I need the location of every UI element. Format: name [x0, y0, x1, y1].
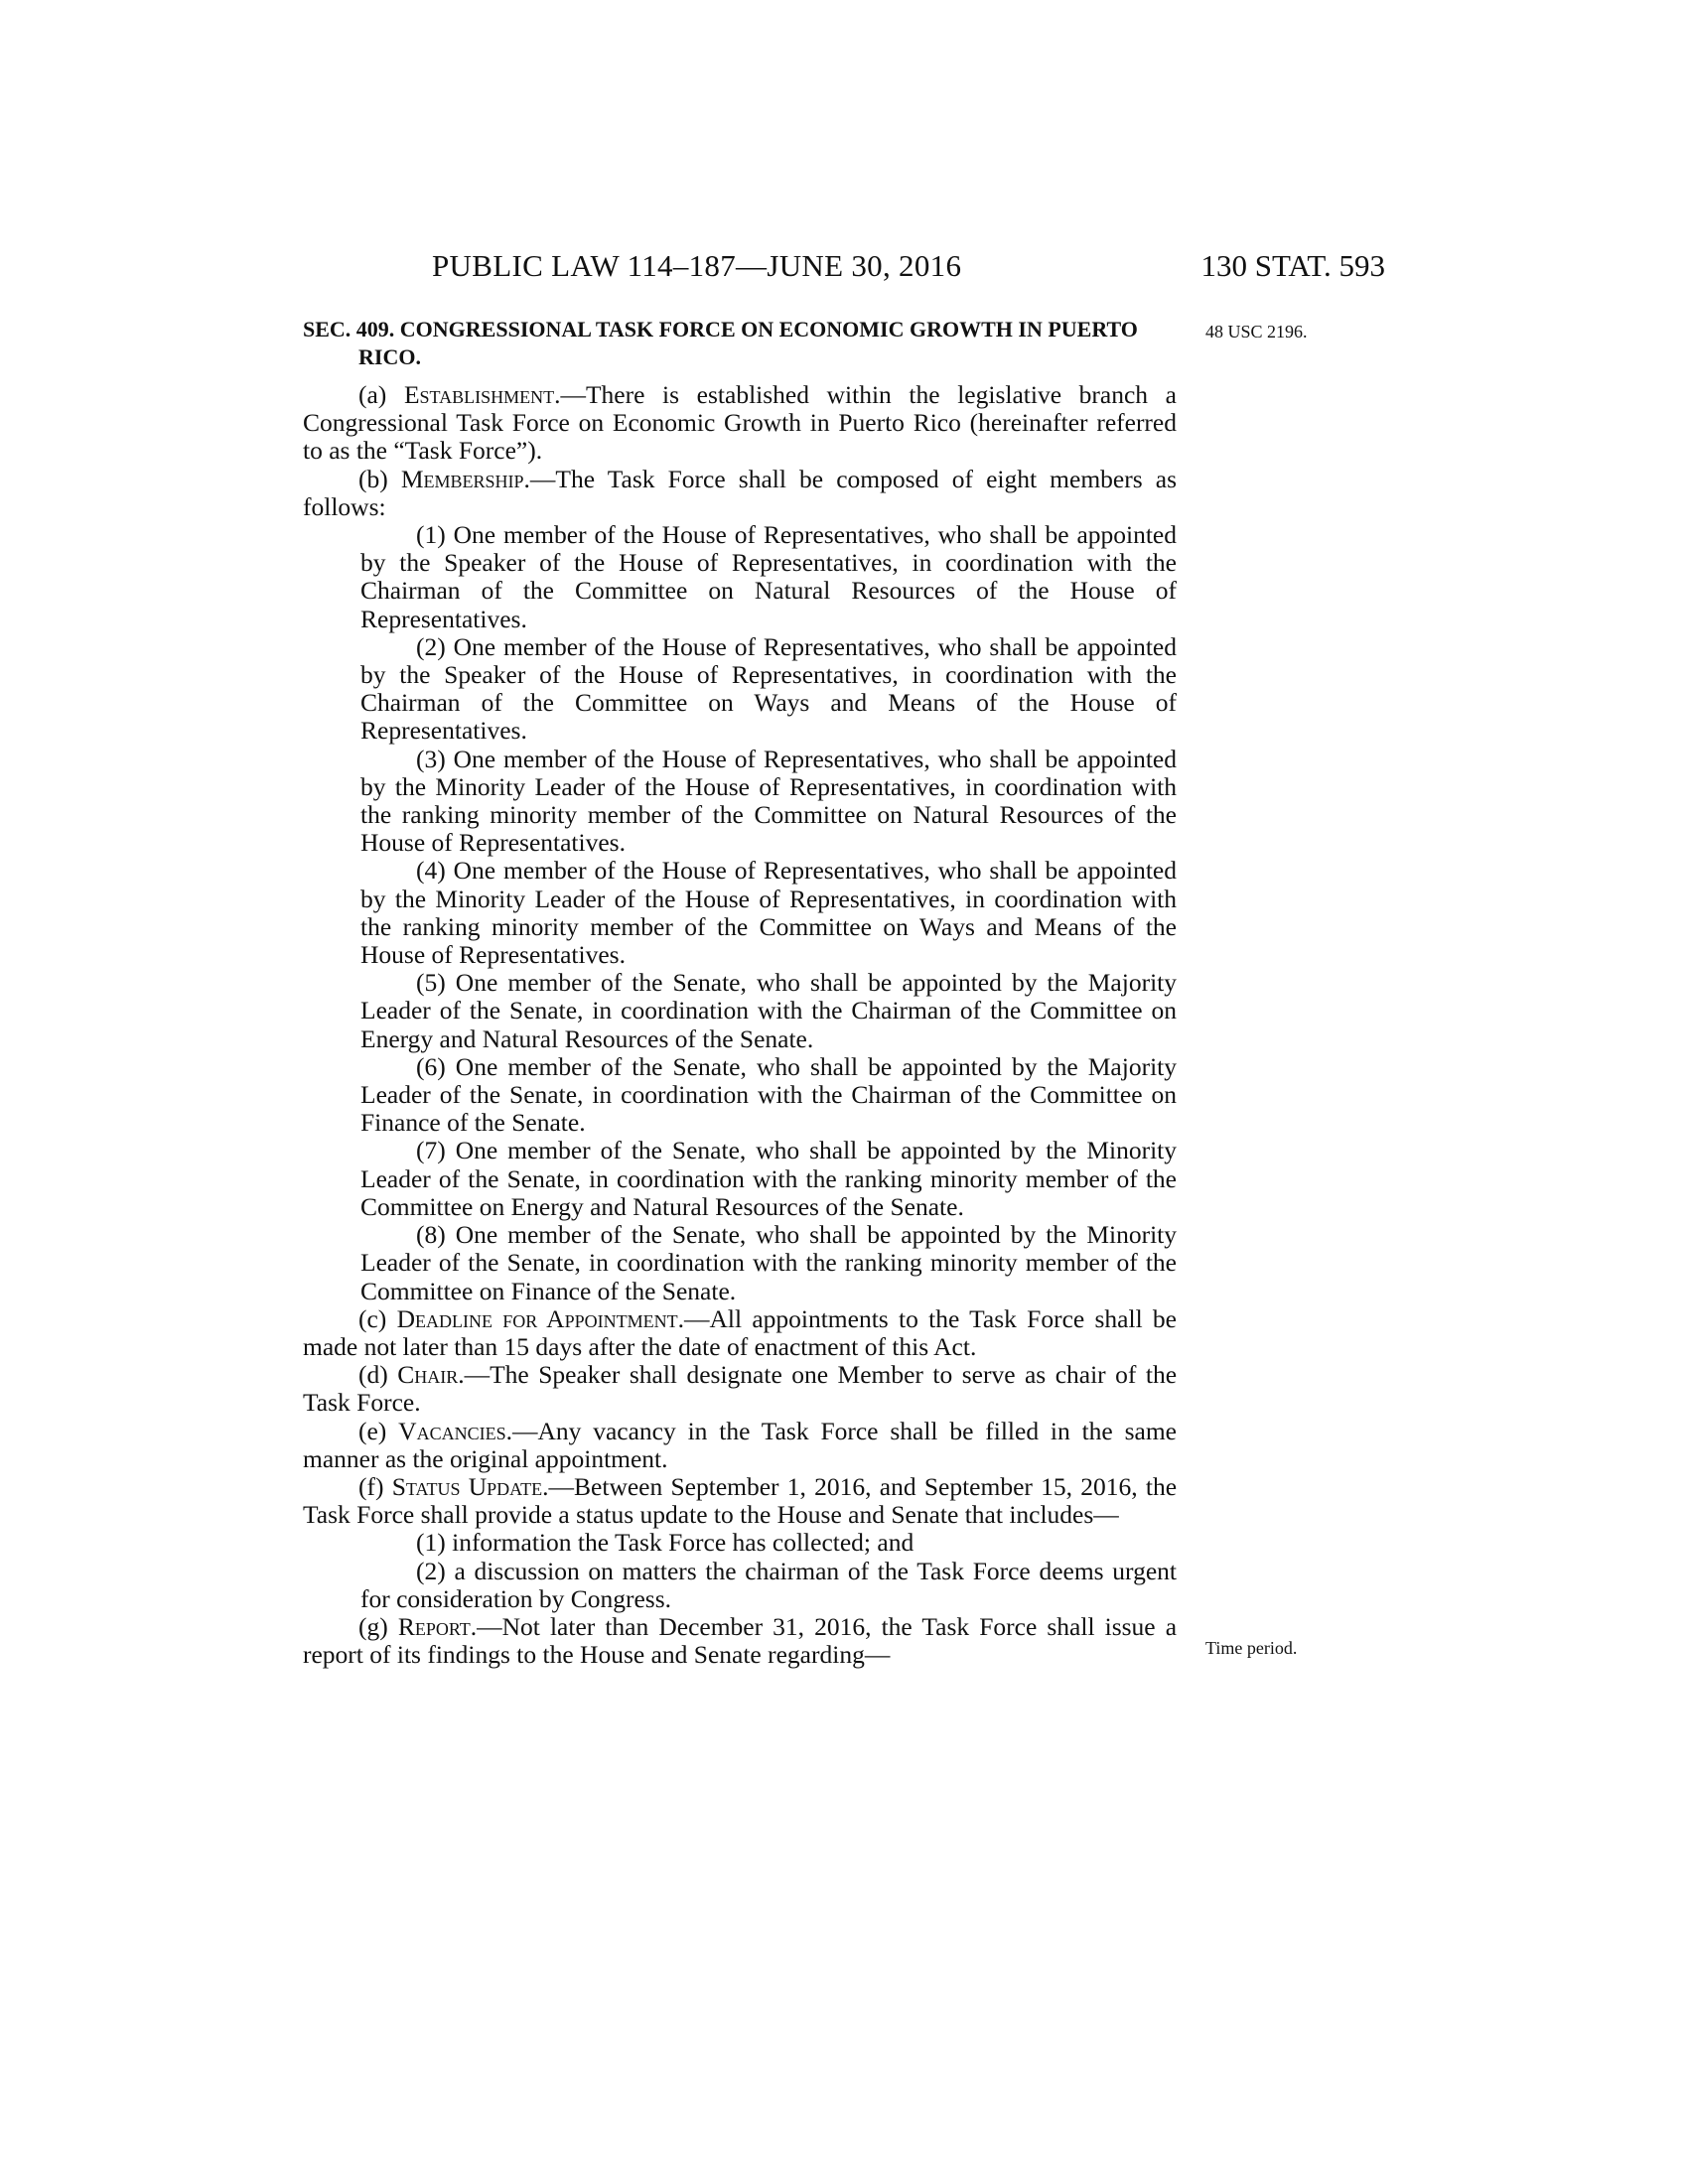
member-item-4: (4) One member of the House of Representatives, who shall be appointed by the Minority Leader of the House of Representatives, in coordination with the ranking minority member of the Committee on Ways and Means of the House of Representatives.: [360, 856, 1177, 970]
status-item-2: (2) a discussion on matters the chairman of the Task Force deems urgent for consideration by Congress.: [360, 1556, 1177, 1613]
member-item-1: (1) One member of the House of Representatives, who shall be appointed by the Speaker of the House of Representatives, in coordination with the Chairman of the Committee on Natural Resources of the House of Representatives.: [360, 520, 1177, 633]
subsection-a: (a) Establishment.—There is established within the legislative branch a Congressional Task Force on Economic Growth in Puerto Rico (hereinafter referred to as the “Task Force”).: [303, 380, 1177, 466]
member-item-8: (8) One member of the Senate, who shall be appointed by the Minority Leader of the Senate, in coordination with the ranking minority member of the Committee on Finance of the Senate.: [360, 1220, 1177, 1305]
member-item-6: (6) One member of the Senate, who shall be appointed by the Majority Leader of the Senate, in coordination with the Chairman of the Committee on Finance of the Senate.: [360, 1051, 1177, 1138]
status-item-1: (1) information the Task Force has collected; and: [416, 1528, 914, 1558]
section-body: [303, 316, 1177, 1669]
subsection-e: (e) Vacancies.—Any vacancy in the Task Force shall be filled in the same manner as the original appointment.: [303, 1416, 1177, 1473]
subsection-d: (d) Chair.—The Speaker shall designate one Member to serve as chair of the Task Force.: [303, 1360, 1178, 1418]
member-item-5: (5) One member of the Senate, who shall be appointed by the Majority Leader of the Senate, in coordination with the Chairman of the Committee on Energy and Natural Resources of the Senate.: [360, 968, 1177, 1053]
statute-page-number: 130 STAT. 593: [1200, 248, 1385, 283]
subsection-c: (c) Deadline for Appointment.—All appointments to the Task Force shall be made not later than 15 days after the date of enactment of this Act.: [303, 1303, 1177, 1361]
header-title: PUBLIC LAW 114–187—JUNE 30, 2016: [432, 248, 962, 283]
subsection-b: (b) Membership.—The Task Force shall be composed of eight members as follows:: [303, 464, 1177, 521]
member-item-2: (2) One member of the House of Representatives, who shall be appointed by the Speaker of the House of Representatives, in coordination with the Chairman of the Committee on Ways and Means of the House of Representatives.: [360, 631, 1177, 746]
usc-citation-note: 48 USC 2196.: [1205, 322, 1308, 341]
time-period-note: Time period.: [1205, 1638, 1298, 1658]
member-item-7: (7) One member of the Senate, who shall be appointed by the Minority Leader of the Senate, in coordination with the ranking minority member of the Committee on Energy and Natural Resources of the Senate.: [360, 1136, 1177, 1221]
subsection-f: (f) Status Update.—Between September 1, 2016, and September 15, 2016, the Task Force shall provide a status update to the House and Senate that includes—: [303, 1471, 1178, 1530]
page-header: [432, 248, 1385, 288]
section-heading: SEC. 409. CONGRESSIONAL TASK FORCE ON ECONOMIC GROWTH IN PUERTO RICO.: [303, 317, 1138, 369]
member-item-3: (3) One member of the House of Representatives, who shall be appointed by the Minority Leader of the House of Representatives, in coordination with the ranking minority member of the Committee on Natural Resources of the House of Representatives.: [360, 744, 1177, 858]
subsection-g: (g) Report.—Not later than December 31, 2016, the Task Force shall issue a report of its findings to the House and Senate regarding—: [303, 1611, 1178, 1670]
